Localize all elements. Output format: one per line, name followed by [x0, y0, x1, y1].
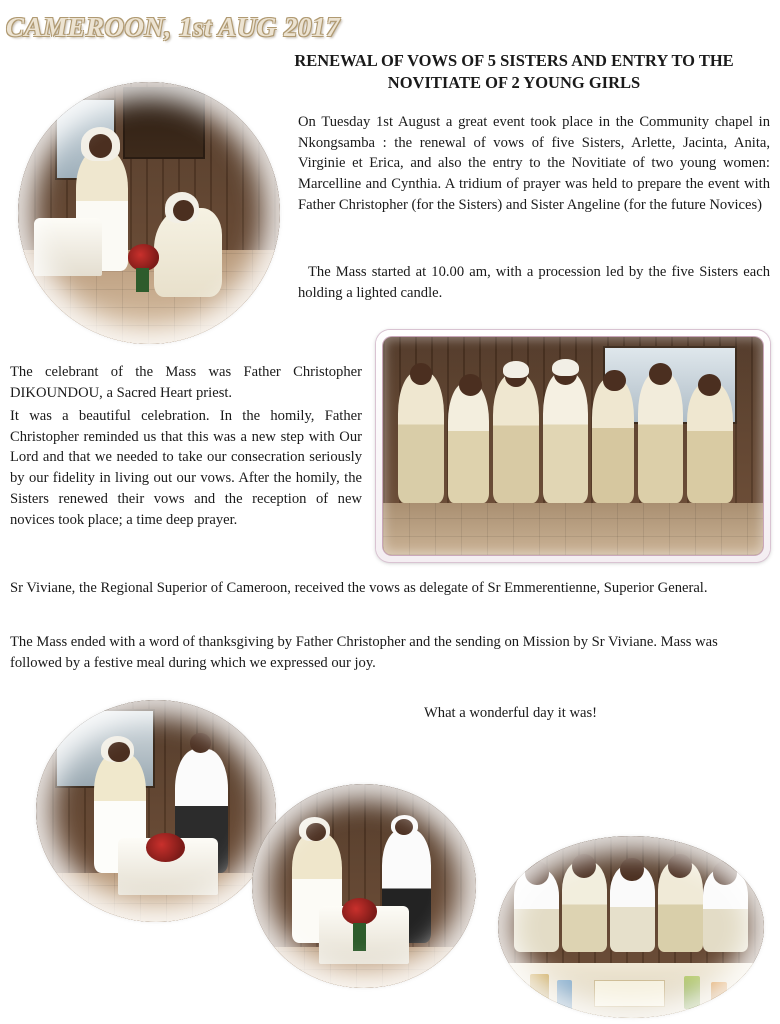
paragraph-mass-ended: The Mass ended with a word of thanksgiving by Father Christopher and the sending on Mission by Sr Viviane. Mass was followed by a festive meal during which we expressed our joy.: [10, 634, 718, 671]
photo-handover1: [36, 700, 276, 922]
paragraph-closing: What a wonderful day it was!: [424, 705, 598, 721]
page-banner-title: CAMEROON, 1st AUG 2017: [6, 12, 341, 42]
paragraph-mass-start: The Mass started at 10.00 am, with a procession led by the five Sisters each holding a lighted candle.: [298, 264, 770, 301]
photo-group: [376, 330, 770, 562]
photo-handover2: [252, 784, 476, 988]
photo-renewal: [18, 82, 280, 344]
paragraph-intro: On Tuesday 1st August a great event took place in the Community chapel in Nkongsamba : the renewal of vows of five Sisters, Arlette, Jacinta, Anita, Virginie et Erica, and also the entry to the Novitiate of two young women: Marcelline and Cynthia. A tridium of prayer was held to prepare the event with Father Christopher (for the Sisters) and Sister Angeline (for the future Novices): [298, 114, 770, 213]
paragraph-celebrant: The celebrant of the Mass was Father Christopher DIKOUNDOU, a Sacred Heart priest.: [10, 364, 362, 401]
paragraph-homily: It was a beautiful celebration. In the homily, Father Christopher reminded us that this was a new step with Our Lord and that we needed to take our consecration seriously by our fidelity in living out our vows. After the homily, the Sisters renewed their vows and the reception of new novices took place; a time deep prayer.: [10, 408, 362, 528]
paragraph-superior: Sr Viviane, the Regional Superior of Cameroon, received the vows as delegate of Sr Emmerentienne, Superior General.: [10, 580, 708, 596]
photo-cake: [498, 836, 764, 1018]
page-title: RENEWAL OF VOWS OF 5 SISTERS AND ENTRY TO THE NOVITIATE OF 2 YOUNG GIRLS: [294, 51, 734, 92]
